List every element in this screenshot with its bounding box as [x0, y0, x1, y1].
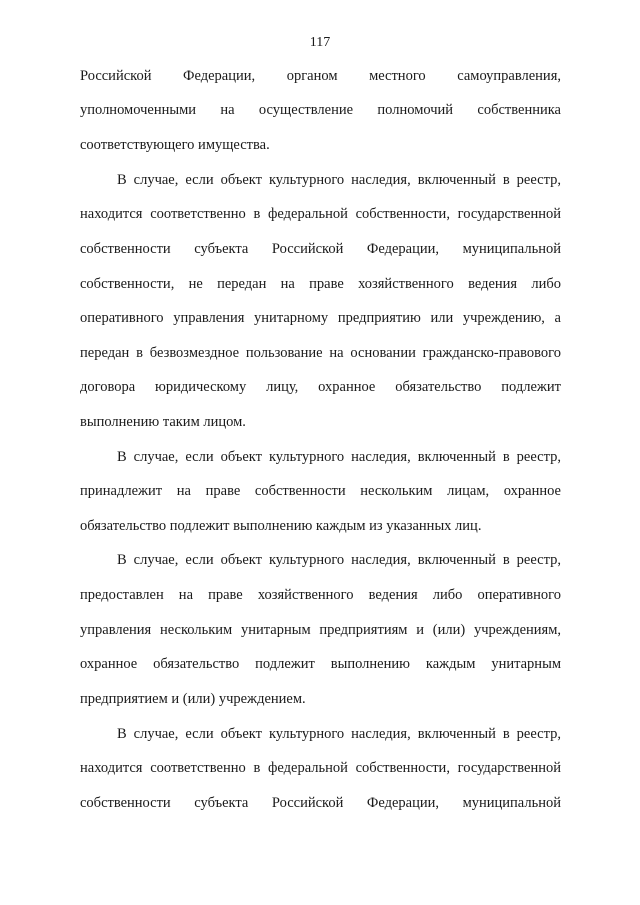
- text-line: передан в безвозмездное пользование на основании гражданско-правового: [80, 345, 561, 361]
- text-line: охранное обязательство подлежит выполнению каждым унитарным: [80, 656, 561, 672]
- text-line: находится соответственно в федеральной собственности, государственной: [80, 206, 561, 222]
- text-line: уполномоченными на осуществление полномочий собственника: [80, 102, 561, 118]
- text-line: предоставлен на праве хозяйственного ведения либо оперативного: [80, 587, 561, 603]
- text-line: В случае, если объект культурного наследия, включенный в реестр,: [117, 172, 561, 188]
- text-line: предприятием и (или) учреждением.: [80, 691, 306, 707]
- text-line: находится соответственно в федеральной собственности, государственной: [80, 760, 561, 776]
- text-line: собственности субъекта Российской Федерации, муниципальной: [80, 795, 561, 811]
- text-line: В случае, если объект культурного наследия, включенный в реестр,: [117, 726, 561, 742]
- text-line: собственности, не передан на праве хозяйственного ведения либо: [80, 276, 561, 292]
- text-line: собственности субъекта Российской Федерации, муниципальной: [80, 241, 561, 257]
- text-line: выполнению таким лицом.: [80, 414, 246, 430]
- text-line: Российской Федерации, органом местного самоуправления,: [80, 68, 561, 84]
- text-line: принадлежит на праве собственности нескольким лицам, охранное: [80, 483, 561, 499]
- text-line: соответствующего имущества.: [80, 137, 270, 153]
- text-line: В случае, если объект культурного наследия, включенный в реестр,: [117, 449, 561, 465]
- text-line: В случае, если объект культурного наследия, включенный в реестр,: [117, 552, 561, 568]
- text-line: оперативного управления унитарному предприятию или учреждению, а: [80, 310, 561, 326]
- text-line: управления нескольким унитарным предприятиям и (или) учреждениям,: [80, 622, 561, 638]
- text-line: обязательство подлежит выполнению каждым из указанных лиц.: [80, 518, 482, 534]
- page-number: 117: [309, 35, 331, 50]
- text-line: договора юридическому лицу, охранное обязательство подлежит: [80, 379, 561, 395]
